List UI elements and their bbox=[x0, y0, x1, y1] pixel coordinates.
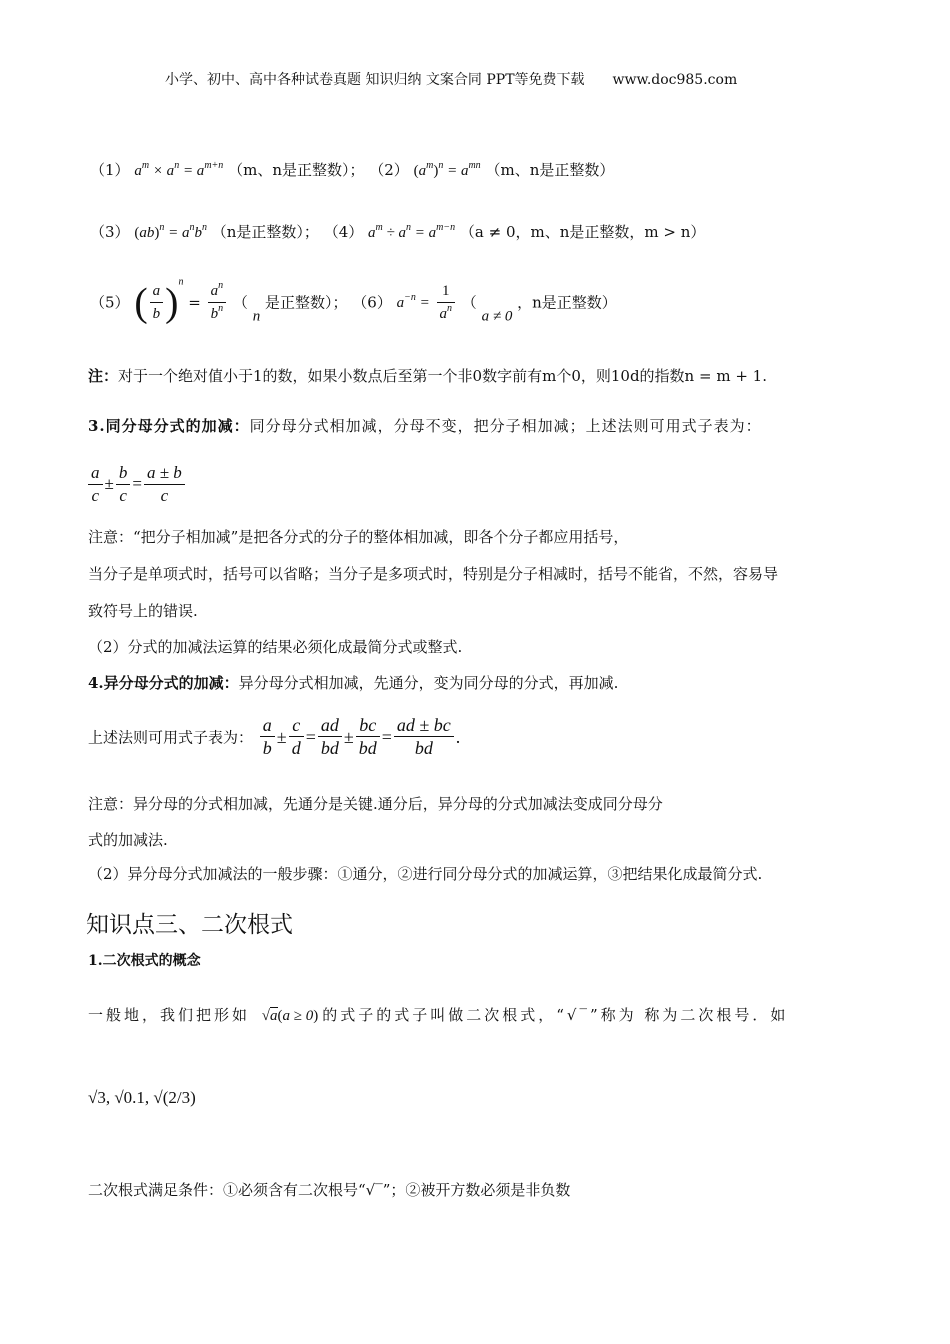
rule-4-formula: $a^m \div a^n = a^{m-n}$ bbox=[368, 222, 456, 241]
sec3-frac-sum: $\frac{a \pm b}{c}$ bbox=[144, 462, 185, 507]
sec4-formula: $\frac{a}{b}$ ± $\frac{c}{d}$ = $\frac{ad}{bd}$ ± $\frac{bc}{bd}$ = $\frac{ad \pm bc}{bd}$ . bbox=[258, 726, 460, 747]
rule-2-formula: $(a^m)^n = a^{mn}$ bbox=[413, 160, 481, 179]
note-1-text: 对于一个绝对值小于1的数，如果小数点后至第一个非0数字前有m个0，则10d的指数n = m + 1. bbox=[118, 367, 767, 385]
rule-3-note: n是正整数）； bbox=[226, 223, 319, 241]
sec4-frac-ab: $\frac{a}{b}$ bbox=[260, 714, 275, 759]
rule-6-frac: $\frac{1}{a^n}$ bbox=[437, 280, 456, 325]
sec4-note-c: （2）异分母分式加减法的一般步骤：①通分，②进行同分母分式的加减运算，③把结果化成最简分式. bbox=[88, 865, 763, 883]
rule-row-3: （5） ( $\frac{a}{b}$ )$^n$ = $\frac{a^n}{b^n}$ （ n 是正整数）； （6） $a^{-n}$ = $\frac{1}{a^n}$ （ a ≠ 0 ，n是正整数） bbox=[90, 276, 617, 325]
rule-6-cond: a ≠ 0 bbox=[481, 308, 513, 325]
rule-1-label: （1） bbox=[90, 161, 130, 179]
sec3-note-b: 当分子是单项式时，括号可以省略；当分子是多项式时，特别是分子相减时，括号不能省，不然，容易导 bbox=[88, 565, 779, 583]
sec4-frac-ad: $\frac{ad}{bd}$ bbox=[318, 714, 342, 759]
rule-1-note: m、n是正整数）； bbox=[243, 161, 365, 179]
kp3-line1-a: 一般地，我们把形如 bbox=[88, 1006, 251, 1024]
sec3-frac-a: $\frac{a}{c}$ bbox=[88, 462, 103, 507]
sec3-note-a: 注意：“把分子相加减”是把各分式的分子的整体相加减，即各个分子都应用括号， bbox=[88, 528, 629, 546]
kp3-heading: 知识点三、二次根式 bbox=[86, 912, 293, 938]
note-1 bbox=[88, 366, 767, 386]
kp3-sub1: 1.二次根式的概念 bbox=[88, 953, 201, 969]
rule-row-2: （3） $(ab)^n = a^nb^n$ （n是正整数）； （4） $a^m \div a^n = a^{m-n}$ （a ≠ 0，m、n是正整数，m > n） bbox=[90, 222, 706, 241]
sec4-note-a: 注意：异分母的分式相加减，先通分是关键.通分后，异分母的分式加减法变成同分母分 bbox=[88, 795, 663, 813]
sec4-frac-sum: $\frac{ad \pm bc}{bd}$ bbox=[394, 714, 454, 759]
page-header: 小学、初中、高中各种试卷真题 知识归纳 文案合同 PPT等免费下载 www.doc985.com bbox=[165, 72, 738, 88]
sec3-title: 3.同分母分式的加减： bbox=[88, 417, 250, 435]
sec4-text: 异分母分式相加减，先通分，变为同分母的分式，再加减. bbox=[238, 674, 619, 692]
sec4-frac-cd: $\frac{c}{d}$ bbox=[289, 714, 304, 759]
rule-4-label: （4） bbox=[323, 223, 364, 241]
rule-2-label: （2） bbox=[369, 161, 409, 179]
rule-5-lparen: ( bbox=[134, 279, 148, 325]
rule-1-formula: $a^m \times a^n = a^{m+n}$ bbox=[134, 160, 224, 179]
sec4-formula-line bbox=[88, 714, 460, 764]
rule-6-label: （6） bbox=[352, 293, 392, 312]
sec3-formula: $\frac{a}{c}$ ± $\frac{b}{c}$ = $\frac{a \pm b}{c}$ bbox=[86, 462, 187, 507]
sec3-text: 同分母分式相加减，分母不变，把分子相加减；上述法则可用式子表为： bbox=[249, 417, 762, 435]
rule-6-formula: $a^{-n}$ = bbox=[396, 291, 430, 311]
rule-2-note: m、n是正整数） bbox=[500, 161, 615, 179]
kp3-line1 bbox=[88, 1005, 788, 1026]
note-1-label: 注： bbox=[88, 367, 119, 385]
sec4-formula-intro: 上述法则可用式子表为： bbox=[88, 728, 254, 747]
rule-5-frac-result: $\frac{a^n}{b^n}$ bbox=[208, 280, 227, 325]
kp3-examples: √3, √0.1, √(2/3) bbox=[88, 1088, 196, 1107]
rule-5-rparen: ) bbox=[165, 279, 179, 325]
rule-4-note: a ≠ 0，m、n是正整数，m > n） bbox=[474, 223, 706, 241]
rule-row-1: （1） $a^m \times a^n = a^{m+n}$ （m、n是正整数）； （2） $(a^m)^n = a^{mn}$ （m、n是正整数） bbox=[90, 160, 615, 179]
kp3-sqrt-a-formula: √a(a ≥ 0) bbox=[261, 1008, 319, 1024]
sec3-note-d: （2）分式的加减法运算的结果必须化成最简分式或整式. bbox=[88, 638, 463, 656]
sec3-line bbox=[88, 416, 762, 436]
rule-6-note: ，n是正整数） bbox=[517, 293, 617, 312]
sec4-frac-bc: $\frac{bc}{bd}$ bbox=[356, 714, 380, 759]
rule-3-formula: $(ab)^n = a^nb^n$ bbox=[134, 222, 207, 241]
sec4-title: 4.异分母分式的加减： bbox=[88, 674, 239, 692]
rule-5-label: （5） bbox=[90, 293, 130, 312]
rule-5-frac-ab: $\frac{a}{b}$ bbox=[150, 280, 164, 325]
sec4-line bbox=[88, 673, 618, 693]
sec3-note-c: 致符号上的错误. bbox=[88, 602, 198, 620]
kp3-condition: 二次根式满足条件：①必须含有二次根号“√‾”；②被开方数必须是非负数 bbox=[88, 1181, 571, 1199]
rule-5-var-n: n bbox=[252, 308, 261, 325]
kp3-line1-b: 的式子的式子叫做二次根式，“√‾”称为 称为二次根号．如 bbox=[322, 1006, 789, 1024]
rule-5-note: 是正整数）； bbox=[264, 293, 348, 312]
sec3-frac-b: $\frac{b}{c}$ bbox=[116, 462, 131, 507]
rule-3-label: （3） bbox=[90, 223, 130, 241]
sec4-note-b: 式的加减法. bbox=[88, 831, 168, 849]
